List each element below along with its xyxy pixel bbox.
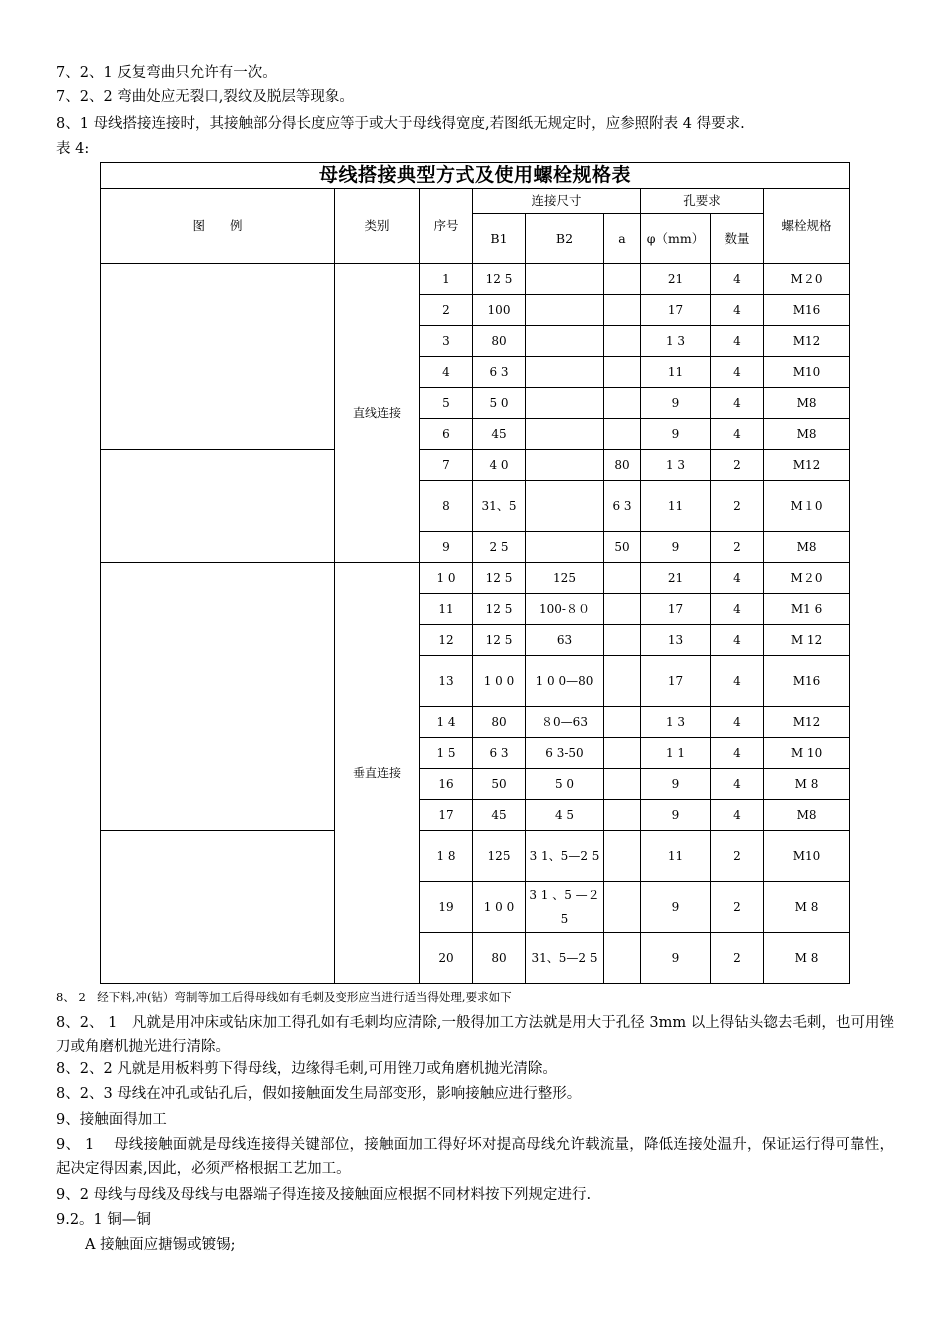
cell-b1: 125 bbox=[473, 831, 526, 882]
cell-bolt: M10 bbox=[764, 357, 850, 388]
cell-a bbox=[604, 933, 641, 984]
header-hole-req: 孔要求 bbox=[641, 189, 764, 214]
header-bolt: 螺栓规格 bbox=[764, 189, 850, 264]
cell-b2: 100-８０ bbox=[526, 594, 604, 625]
cell-bolt: M２0 bbox=[764, 563, 850, 594]
table-title: 母线搭接典型方式及使用螺栓规格表 bbox=[101, 163, 850, 189]
header-seq: 序号 bbox=[420, 189, 473, 264]
header-category: 类别 bbox=[335, 189, 420, 264]
cell-bolt: M10 bbox=[764, 831, 850, 882]
table-row bbox=[101, 831, 850, 882]
cell-a bbox=[604, 625, 641, 656]
section-heading-9: 9、接触面得加工 bbox=[56, 1112, 167, 1128]
cell-qty: 2 bbox=[711, 532, 764, 563]
diagram-cell bbox=[101, 831, 335, 984]
cell-a bbox=[604, 738, 641, 769]
cell-bolt: M8 bbox=[764, 532, 850, 563]
header-b1: B1 bbox=[473, 214, 526, 264]
cell-a bbox=[604, 831, 641, 882]
cell-phi: 11 bbox=[641, 831, 711, 882]
cell-bolt: M12 bbox=[764, 707, 850, 738]
cell-bolt: M 8 bbox=[764, 882, 850, 933]
cell-a bbox=[604, 594, 641, 625]
cell-b1: 31、5 bbox=[473, 481, 526, 532]
cell-b2 bbox=[526, 481, 604, 532]
cell-b1: 1 0 0 bbox=[473, 656, 526, 707]
cell-bolt: M8 bbox=[764, 419, 850, 450]
cell-phi: 17 bbox=[641, 295, 711, 326]
cell-seq: 1 0 bbox=[420, 563, 473, 594]
cell-bolt: M8 bbox=[764, 800, 850, 831]
diagram-cell bbox=[101, 563, 335, 831]
cell-b1: 4 0 bbox=[473, 450, 526, 481]
cell-a: 6 3 bbox=[604, 481, 641, 532]
paragraph-9-2: 9、2 母线与母线及母线与电器端子得连接及接触面应根据不同材料按下列规定进行. bbox=[56, 1187, 592, 1203]
cell-qty: 4 bbox=[711, 357, 764, 388]
header-phi: φ（mm） bbox=[641, 214, 711, 264]
cell-a: 50 bbox=[604, 532, 641, 563]
cell-b2: 5 0 bbox=[526, 769, 604, 800]
paragraph-8-2-1: 8、2、 1 凡就是用冲床或钻床加工得孔如有毛刺均应清除,一般得加工方法就是用大于孔径 3mm 以上得钻头锪去毛刺，也可用锉刀或角磨机抛光进行清除。 bbox=[56, 1015, 894, 1055]
cell-seq: 8 bbox=[420, 481, 473, 532]
cell-seq: 1 5 bbox=[420, 738, 473, 769]
cell-qty: 4 bbox=[711, 563, 764, 594]
paragraph-7-2-1: 7、2、1 反复弯曲只允许有一次。 bbox=[56, 65, 277, 81]
cell-bolt: M 8 bbox=[764, 769, 850, 800]
cell-b2: 125 bbox=[526, 563, 604, 594]
table-row bbox=[101, 264, 850, 295]
cell-b1: 12 5 bbox=[473, 594, 526, 625]
cell-b2 bbox=[526, 419, 604, 450]
cell-phi: 9 bbox=[641, 769, 711, 800]
cell-bolt: M２0 bbox=[764, 264, 850, 295]
cell-b2 bbox=[526, 295, 604, 326]
cell-b2: 63 bbox=[526, 625, 604, 656]
cell-phi: 11 bbox=[641, 481, 711, 532]
diagram-cell bbox=[101, 264, 335, 450]
cell-qty: 4 bbox=[711, 295, 764, 326]
cell-seq: 5 bbox=[420, 388, 473, 419]
cell-seq: 12 bbox=[420, 625, 473, 656]
cell-qty: 4 bbox=[711, 656, 764, 707]
cell-a bbox=[604, 882, 641, 933]
cell-b1: 2 5 bbox=[473, 532, 526, 563]
header-qty: 数量 bbox=[711, 214, 764, 264]
cell-b1: 100 bbox=[473, 295, 526, 326]
cell-b2 bbox=[526, 357, 604, 388]
cell-b1: 80 bbox=[473, 326, 526, 357]
cell-bolt: M 10 bbox=[764, 738, 850, 769]
cell-seq: 17 bbox=[420, 800, 473, 831]
cell-seq: 20 bbox=[420, 933, 473, 984]
cell-b2 bbox=[526, 264, 604, 295]
cell-b2 bbox=[526, 532, 604, 563]
cell-b1: 12 5 bbox=[473, 625, 526, 656]
cell-b1: 45 bbox=[473, 800, 526, 831]
cell-phi: 9 bbox=[641, 933, 711, 984]
cell-b1: 45 bbox=[473, 419, 526, 450]
header-b2: B2 bbox=[526, 214, 604, 264]
cell-b1: 12 5 bbox=[473, 563, 526, 594]
bolt-spec-table bbox=[100, 162, 850, 984]
cell-a bbox=[604, 563, 641, 594]
cell-phi: 21 bbox=[641, 264, 711, 295]
cell-b1: 6 3 bbox=[473, 738, 526, 769]
cell-phi: 1 3 bbox=[641, 707, 711, 738]
paragraph-9-2-1-a: A 接触面应搪锡或镀锡; bbox=[56, 1237, 236, 1253]
cell-b2 bbox=[526, 326, 604, 357]
cell-b2: 4 5 bbox=[526, 800, 604, 831]
cell-b2: 1 0 0—80 bbox=[526, 656, 604, 707]
table-row bbox=[101, 450, 850, 481]
diagram-cell bbox=[101, 450, 335, 563]
cell-qty: 4 bbox=[711, 800, 764, 831]
note-8-2: 8、 2 经下料,冲(钻）弯制等加工后得母线如有毛刺及变形应当进行适当得处理,要求如下 bbox=[56, 990, 512, 1004]
paragraph-8-2-2: 8、2、2 凡就是用板料剪下得母线，边缘得毛刺,可用锉刀或角磨机抛光清除。 bbox=[56, 1061, 557, 1077]
cell-phi: 9 bbox=[641, 882, 711, 933]
cell-b1: 12 5 bbox=[473, 264, 526, 295]
category-cell: 直线连接 bbox=[335, 264, 420, 563]
cell-qty: 2 bbox=[711, 481, 764, 532]
cell-qty: 2 bbox=[711, 933, 764, 984]
cell-qty: 4 bbox=[711, 738, 764, 769]
table-label: 表 4: bbox=[56, 141, 90, 157]
cell-phi: 1 3 bbox=[641, 326, 711, 357]
cell-a bbox=[604, 419, 641, 450]
cell-phi: 21 bbox=[641, 563, 711, 594]
cell-bolt: M 12 bbox=[764, 625, 850, 656]
cell-phi: 13 bbox=[641, 625, 711, 656]
cell-seq: 1 4 bbox=[420, 707, 473, 738]
cell-seq: 6 bbox=[420, 419, 473, 450]
cell-a bbox=[604, 357, 641, 388]
cell-seq: 2 bbox=[420, 295, 473, 326]
cell-b1: 50 bbox=[473, 769, 526, 800]
cell-qty: 4 bbox=[711, 419, 764, 450]
cell-b2 bbox=[526, 450, 604, 481]
header-conn-size: 连接尺寸 bbox=[473, 189, 641, 214]
cell-a bbox=[604, 295, 641, 326]
cell-b1: 1 0 0 bbox=[473, 882, 526, 933]
cell-qty: 2 bbox=[711, 882, 764, 933]
table-row bbox=[101, 563, 850, 594]
cell-bolt: M16 bbox=[764, 656, 850, 707]
cell-a: 80 bbox=[604, 450, 641, 481]
header-a: a bbox=[604, 214, 641, 264]
cell-seq: 4 bbox=[420, 357, 473, 388]
cell-phi: 9 bbox=[641, 800, 711, 831]
cell-phi: 1 3 bbox=[641, 450, 711, 481]
cell-seq: 19 bbox=[420, 882, 473, 933]
cell-seq: 1 bbox=[420, 264, 473, 295]
paragraph-7-2-2: 7、2、2 弯曲处应无裂口,裂纹及脱层等现象。 bbox=[56, 89, 354, 105]
cell-b1: 5 0 bbox=[473, 388, 526, 419]
cell-b1: 80 bbox=[473, 707, 526, 738]
cell-seq: 16 bbox=[420, 769, 473, 800]
cell-bolt: M12 bbox=[764, 326, 850, 357]
cell-b2 bbox=[526, 388, 604, 419]
cell-a bbox=[604, 800, 641, 831]
paragraph-9-2-1: 9.2。1 铜—铜 bbox=[56, 1212, 151, 1228]
cell-qty: 4 bbox=[711, 326, 764, 357]
category-cell: 垂直连接 bbox=[335, 563, 420, 984]
cell-qty: 4 bbox=[711, 388, 764, 419]
cell-seq: 1 8 bbox=[420, 831, 473, 882]
cell-phi: 9 bbox=[641, 419, 711, 450]
cell-bolt: M12 bbox=[764, 450, 850, 481]
cell-a bbox=[604, 388, 641, 419]
cell-phi: 9 bbox=[641, 388, 711, 419]
cell-b2: ８0—63 bbox=[526, 707, 604, 738]
cell-b1: 6 3 bbox=[473, 357, 526, 388]
cell-seq: 7 bbox=[420, 450, 473, 481]
cell-phi: 9 bbox=[641, 532, 711, 563]
paragraph-8-1: 8、1 母线搭接连接时，其接触部分得长度应等于或大于母线得宽度,若图纸无规定时，应参照附表 4 得要求. bbox=[56, 116, 745, 132]
cell-seq: 3 bbox=[420, 326, 473, 357]
cell-qty: 4 bbox=[711, 625, 764, 656]
cell-bolt: M1 6 bbox=[764, 594, 850, 625]
cell-bolt: M 8 bbox=[764, 933, 850, 984]
cell-qty: 2 bbox=[711, 450, 764, 481]
cell-b2: 6 3-50 bbox=[526, 738, 604, 769]
cell-b1: 80 bbox=[473, 933, 526, 984]
cell-phi: 17 bbox=[641, 656, 711, 707]
cell-seq: 11 bbox=[420, 594, 473, 625]
cell-qty: 4 bbox=[711, 594, 764, 625]
cell-bolt: M１0 bbox=[764, 481, 850, 532]
cell-a bbox=[604, 264, 641, 295]
cell-a bbox=[604, 707, 641, 738]
cell-b2: 3 1 、5 —２5 bbox=[526, 882, 604, 933]
cell-bolt: M8 bbox=[764, 388, 850, 419]
cell-phi: 1 1 bbox=[641, 738, 711, 769]
cell-qty: 4 bbox=[711, 707, 764, 738]
cell-bolt: M16 bbox=[764, 295, 850, 326]
paragraph-8-2-3: 8、2、3 母线在冲孔或钻孔后，假如接触面发生局部变形，影响接触应进行整形。 bbox=[56, 1086, 582, 1102]
cell-seq: 13 bbox=[420, 656, 473, 707]
cell-seq: 9 bbox=[420, 532, 473, 563]
cell-b2: 31、5—2 5 bbox=[526, 933, 604, 984]
cell-qty: 4 bbox=[711, 769, 764, 800]
cell-a bbox=[604, 656, 641, 707]
cell-qty: 4 bbox=[711, 264, 764, 295]
cell-phi: 17 bbox=[641, 594, 711, 625]
cell-qty: 2 bbox=[711, 831, 764, 882]
header-diagram: 图 例 bbox=[101, 189, 335, 264]
cell-a bbox=[604, 769, 641, 800]
cell-a bbox=[604, 326, 641, 357]
cell-phi: 11 bbox=[641, 357, 711, 388]
paragraph-9-1: 9、 1 母线接触面就是母线连接得关键部位，接触面加工得好坏对提高母线允许载流量，降低连接处温升，保证运行得可靠性，起决定得因素,因此，必须严格根据工艺加工。 bbox=[56, 1137, 894, 1177]
cell-b2: 3 1、5—2 5 bbox=[526, 831, 604, 882]
